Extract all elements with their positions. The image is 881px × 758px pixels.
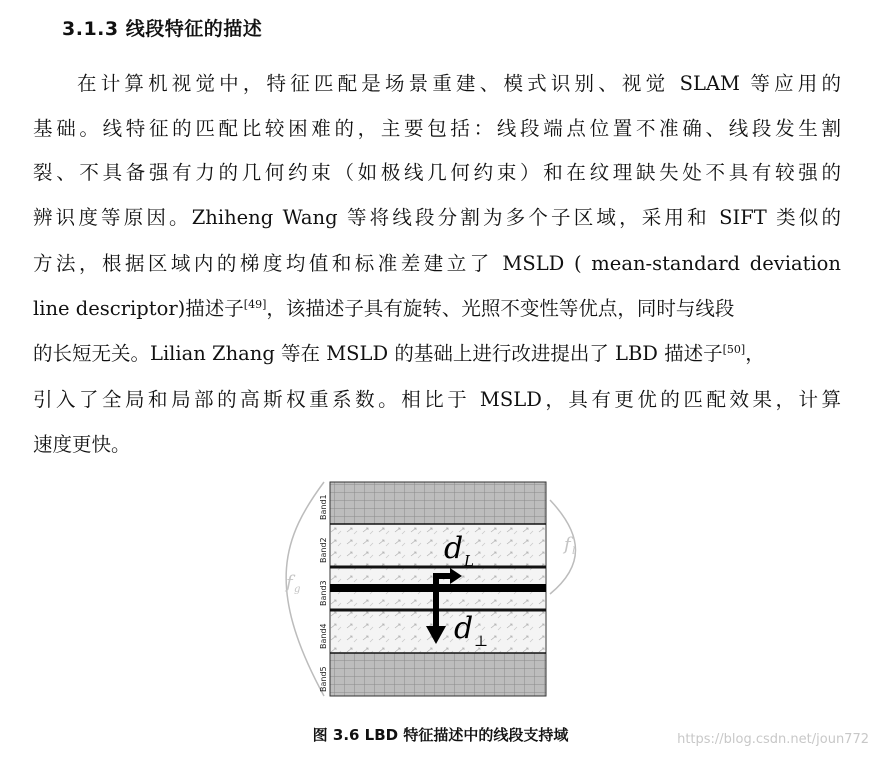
fg-subscript: g [294,584,301,595]
figure-line-support-region [264,476,616,702]
dperp-label: d [454,611,474,646]
paragraph-line: 基础。线特征的匹配比较困难的，主要包括：线段端点位置不准确、线段发生割 [33,117,841,140]
paragraph-line: 速度更快。 [33,433,131,456]
paragraph-line: 裂、不具备强有力的几何约束（如极线几何约束）和在纹理缺失处不具有较强的 [33,161,841,184]
paragraph-line: 在计算机视觉中，特征匹配是场景重建、模式识别、视觉 SLAM 等应用的 [77,72,841,95]
figure-svg [264,476,616,702]
band-label: Band3 [319,580,328,606]
paragraph-line [33,340,765,368]
fl-subscript: l [572,546,576,557]
watermark: https://blog.csdn.net/joun772 [677,732,869,747]
citation-50: [50] [722,343,746,356]
band-label: Band4 [319,623,328,649]
band-label: Band1 [319,494,328,520]
dL-subscript: L [464,552,474,570]
paragraph-text: ，该描述子具有旋转、光照不变性等优点，同时与线段 [266,297,735,320]
band-label: Band2 [319,537,328,563]
dL-label: d [444,531,464,566]
band1-region [330,482,546,524]
paragraph-line [33,295,841,323]
paragraph-text: 的长短无关。Lilian Zhang 等在 MSLD 的基础上进行改进提出了 LBD 描述子 [33,342,723,365]
figure-caption: 图 3.6 LBD 特征描述中的线段支持域 [312,726,569,744]
band2-region [330,524,546,567]
paragraph-line: 方法，根据区域内的梯度均值和标准差建立了 MSLD ( mean-standard deviation [33,252,841,275]
paragraph-line: 辨识度等原因。Zhiheng Wang 等将线段分割为多个子区域，采用和 SIFT 类似的 [33,206,841,229]
paragraph-text: ， [745,342,765,365]
paragraph-text: line descriptor)描述子 [33,297,244,320]
citation-49: [49] [243,298,267,311]
section-heading: 3.1.3 线段特征的描述 [62,18,263,40]
band5-region [330,653,546,696]
dperp-subscript: ⊥ [474,632,489,650]
fg-label: f [286,572,293,593]
paragraph-line: 引入了全局和局部的高斯权重系数。相比于 MSLD，具有更优的匹配效果，计算 [33,388,841,411]
band-label: Band5 [319,666,328,692]
fl-label: f [564,534,571,555]
